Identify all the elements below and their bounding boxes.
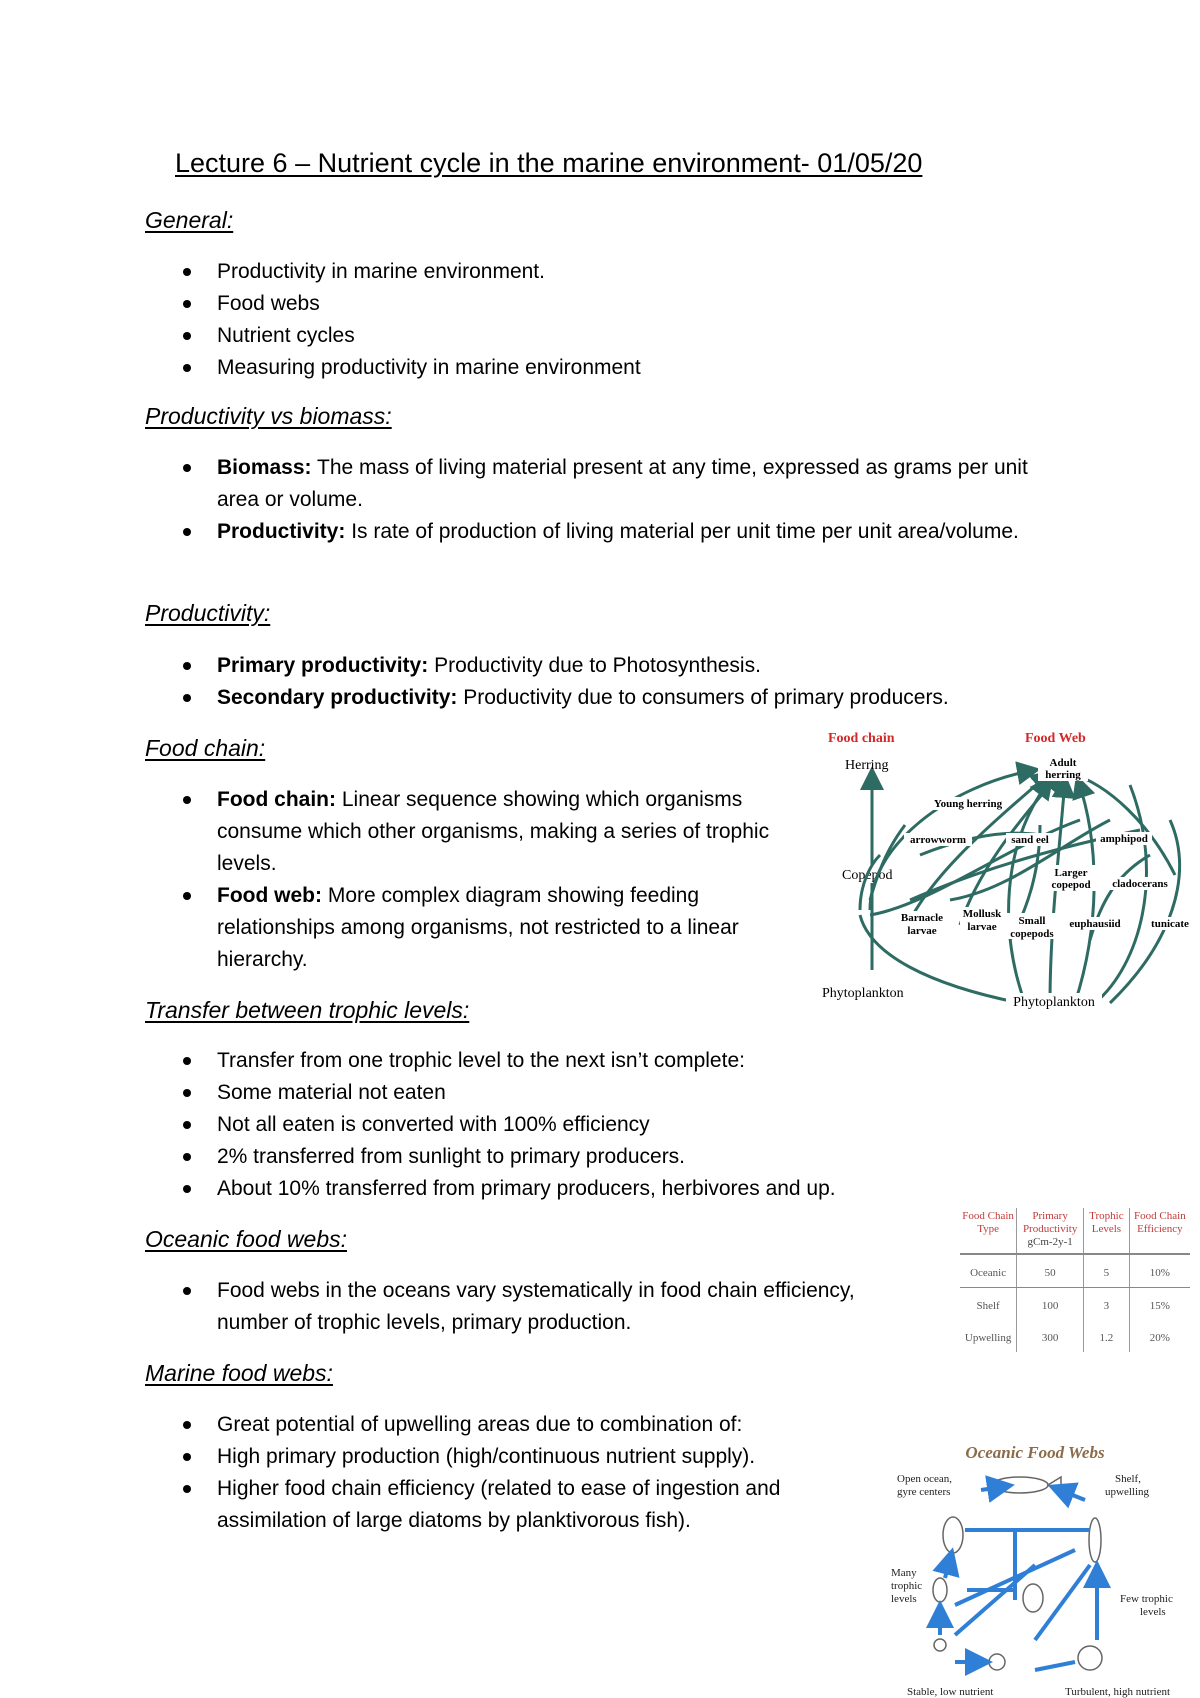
list-item: About 10% transferred from primary producers, herbivores and up. [145, 1173, 1045, 1205]
chain-node-copepod: Copepod [842, 868, 893, 883]
heading-food-chain: Food chain: [145, 735, 266, 761]
heading-marine: Marine food webs: [145, 1360, 333, 1386]
general-list [145, 256, 1045, 384]
table-row [960, 1320, 1190, 1352]
table-cell: Oceanic [960, 1254, 1017, 1288]
node-small-copepods: Small [1018, 915, 1046, 927]
list-item [145, 452, 1045, 516]
label-open-ocean: Open ocean, [897, 1473, 952, 1485]
label-shelf-2: upwelling [1105, 1486, 1149, 1498]
node-arrowworm: arrowworm [910, 834, 966, 846]
web-arrow [1050, 780, 1065, 1003]
node-young-herring: Young herring [933, 798, 1003, 810]
biomass-list [145, 452, 1045, 548]
oceanic-arrows [940, 1486, 1097, 1670]
label-stable: Stable, low nutrient [907, 1686, 994, 1698]
table-cell: 1.2 [1084, 1320, 1130, 1352]
node-phytoplankton: Phytoplankton [1013, 995, 1095, 1010]
list-item: Not all eaten is converted with 100% efficiency [145, 1109, 1045, 1141]
table-header-row [960, 1208, 1190, 1254]
jellyfish-icon [943, 1517, 963, 1553]
node-mollusk: Mollusk [962, 908, 1002, 920]
table-cell: 15% [1129, 1288, 1190, 1321]
productivity-list [145, 650, 1045, 714]
node-sand-eel: sand eel [1011, 834, 1049, 846]
label-open-ocean-2: gyre centers [897, 1486, 951, 1498]
heading-productivity: Productivity: [145, 600, 271, 626]
definition: The mass of living material present at any time, expressed as grams per unit area or volume. [217, 456, 1028, 511]
table-cell: 5 [1084, 1254, 1130, 1288]
oceanic-list [145, 1275, 905, 1339]
label-few: Few trophic [1120, 1593, 1173, 1605]
list-item: Some material not eaten [145, 1077, 1045, 1109]
list-item: 2% transferred from sunlight to primary producers. [145, 1141, 1045, 1173]
list-item: Nutrient cycles [145, 320, 1045, 352]
table-cell: 50 [1017, 1254, 1084, 1288]
marine-list [145, 1409, 865, 1537]
table-row [960, 1288, 1190, 1321]
node-mollusk-2: larvae [967, 921, 997, 933]
node-amphipod: amphipod [1100, 833, 1148, 845]
list-item [145, 880, 805, 976]
list-item [145, 682, 1045, 714]
node-small-copepods-2: copepods [1010, 928, 1054, 940]
krill-icon [1089, 1518, 1101, 1562]
food-web-title: Food Web [1025, 731, 1086, 746]
web-arrow [1070, 773, 1175, 875]
table-header: Food Chain Type [960, 1208, 1017, 1254]
list-item: Higher food chain efficiency (related to ease of ingestion and assimilation of large diatoms by planktivorous fish). [145, 1473, 865, 1537]
label-many-3: levels [891, 1593, 917, 1605]
list-item: Great potential of upwelling areas due to combination of: [145, 1409, 865, 1441]
list-item: Food webs [145, 288, 1045, 320]
table-cell: 100 [1017, 1288, 1084, 1321]
table-header: Trophic Levels [1084, 1208, 1130, 1254]
food-chain-list [145, 784, 805, 976]
food-chain-title: Food chain [828, 731, 895, 746]
node-tunicate: tunicate [1151, 918, 1189, 930]
label-many: Many [891, 1567, 917, 1579]
table-cell: Upwelling [964, 1332, 1012, 1344]
term: Primary productivity: [217, 654, 429, 677]
node-adult-herring-2: herring [1045, 769, 1081, 781]
label-turbulent: Turbulent, high nutrient [1065, 1686, 1171, 1698]
phytoplankton-icon [934, 1639, 946, 1651]
node-larger-copepod: Larger [1054, 867, 1088, 879]
definition: Productivity due to Photosynthesis. [434, 654, 761, 677]
table-unit: gCm-2y-1 [1027, 1236, 1073, 1248]
heading-oceanic: Oceanic food webs: [145, 1226, 348, 1252]
list-item [145, 784, 805, 880]
table-cell: 10% [1129, 1254, 1190, 1288]
term: Food web: [217, 884, 322, 907]
term: Food chain: [217, 788, 336, 811]
chain-node-herring: Herring [845, 758, 889, 773]
oceanic-arrow [981, 1486, 1007, 1490]
node-barnacle: Barnacle [900, 912, 944, 924]
phytoplankton-icon [989, 1654, 1005, 1670]
copepod-icon [933, 1578, 947, 1602]
node-adult-herring: Adult [1049, 757, 1077, 769]
node-euphausiid: euphausiid [1069, 918, 1121, 930]
node-barnacle-2: larvae [907, 925, 937, 937]
oceanic-figure-title: Oceanic Food Webs [965, 1443, 1105, 1462]
label-shelf: Shelf, [1115, 1473, 1141, 1485]
table-cell: 300 [1017, 1320, 1084, 1352]
node-cladocerans: cladocerans [1112, 878, 1168, 890]
table-row [960, 1254, 1190, 1288]
oceanic-food-webs-figure [885, 1440, 1185, 1698]
heading-general: General: [145, 207, 234, 233]
list-item: Food webs in the oceans vary systematically in food chain efficiency, number of trophic levels, primary production. [145, 1275, 905, 1339]
table-header: Food Chain Efficiency [1129, 1208, 1190, 1254]
diatom-icon [1078, 1646, 1102, 1670]
definition: Is rate of production of living material per unit time per unit area/volume. [351, 520, 1019, 543]
node-larger-copepod-2: copepod [1051, 879, 1091, 891]
food-web-figure [810, 725, 1200, 1015]
table-header [1017, 1208, 1084, 1254]
table-cell: 3 [1084, 1288, 1130, 1321]
oceanic-arrow [1055, 1488, 1085, 1500]
term: Biomass: [217, 456, 312, 479]
list-item [145, 516, 1045, 548]
table-cell: Shelf [976, 1300, 1000, 1312]
term: Productivity: [217, 520, 346, 543]
transfer-list [145, 1045, 1045, 1205]
list-item: High primary production (high/continuous nutrient supply). [145, 1441, 865, 1473]
term: Secondary productivity: [217, 686, 458, 709]
list-item: Productivity in marine environment. [145, 256, 1045, 288]
definition: Linear sequence showing which organisms consume which other organisms, making a series of trophic levels. [217, 788, 770, 875]
food-chain-efficiency-table [960, 1208, 1190, 1352]
list-item: Measuring productivity in marine environment [145, 352, 1045, 384]
copepod-icon [1023, 1584, 1043, 1612]
heading-transfer: Transfer between trophic levels: [145, 997, 470, 1023]
web-arrow [1075, 780, 1094, 1003]
chain-node-phytoplankton: Phytoplankton [822, 986, 904, 1001]
oceanic-arrow [945, 1555, 951, 1578]
definition: More complex diagram showing feeding relationships among organisms, not restricted to a linear hierarchy. [217, 884, 739, 971]
list-item [145, 650, 1045, 682]
definition: Productivity due to consumers of primary producers. [463, 686, 949, 709]
heading-productivity-vs-biomass: Productivity vs biomass: [145, 403, 392, 429]
label-few-2: levels [1140, 1606, 1166, 1618]
label-many-2: trophic [891, 1580, 923, 1592]
organism-sketches [933, 1477, 1102, 1670]
oceanic-arrow [1035, 1662, 1075, 1670]
page-title: Lecture 6 – Nutrient cycle in the marine environment- 01/05/20 [175, 148, 923, 178]
table-cell: 20% [1129, 1320, 1190, 1352]
table-header-text: Primary Productivity [1022, 1210, 1078, 1235]
list-item: Transfer from one trophic level to the next isn’t complete: [145, 1045, 1045, 1077]
